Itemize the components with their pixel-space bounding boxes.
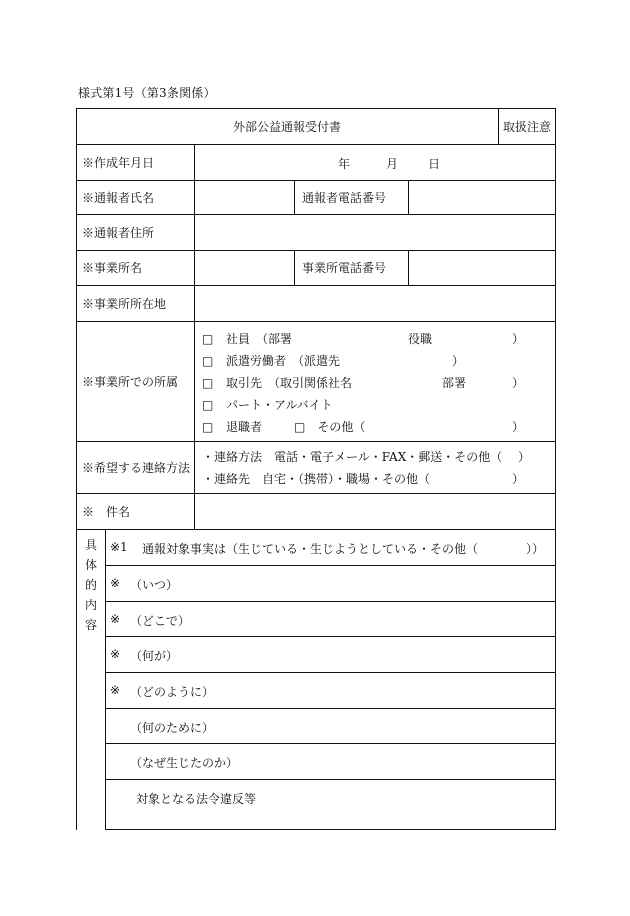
created-date-field[interactable] (194, 144, 556, 180)
contact-method-label: ※希望する連絡方法 (82, 460, 191, 475)
detail-row-what[interactable]: ※ （何が） (110, 647, 179, 663)
subject-field[interactable] (194, 493, 556, 529)
month-label: 月 (386, 157, 399, 171)
office-name-label: ※事業所名 (82, 261, 143, 275)
reporter-address-label: ※通報者住所 (82, 225, 155, 240)
affiliation-option-dispatch[interactable]: □ 派遣労働者 （派遣先 (202, 354, 341, 368)
detail-row-how[interactable]: ※ （どのように） (110, 683, 215, 699)
checkbox-icon[interactable]: □ (202, 332, 214, 346)
detail-row-where[interactable]: ※ （どこで） (110, 612, 191, 628)
office-phone-label: 事業所電話番号 (302, 261, 387, 275)
handling-note: 取扱注意 (502, 119, 551, 134)
office-location-label: ※事業所所在地 (82, 296, 167, 311)
detail-row-why-purpose[interactable]: （何のために） (130, 721, 215, 735)
detail-row-when[interactable]: ※ （いつ） (110, 576, 179, 592)
detail-row-violation[interactable]: 対象となる法令違反等 (136, 792, 257, 806)
office-phone-field[interactable] (408, 250, 556, 285)
checkbox-icon[interactable]: □ (202, 376, 214, 390)
reporter-phone-label: 通報者電話番号 (302, 190, 387, 205)
affiliation-label: ※事業所での所属 (82, 374, 179, 389)
subject-label: ※ 件名 (82, 504, 131, 519)
form-title: 外部公益通報受付書 (232, 119, 341, 134)
contact-method-field[interactable]: ・連絡方法 電話・電子メール・FAX・郵送・その他（ ） ・連絡先 自宅・（携帯）・職場・その他（ ） (202, 450, 531, 486)
report-form-table (76, 108, 556, 830)
reporter-phone-field[interactable] (408, 180, 556, 214)
created-date-label: ※作成年月日 (82, 155, 155, 170)
form-number-label: 様式第1号（第3条関係） (78, 86, 216, 100)
detail-row-why-occurred[interactable]: （なぜ生じたのか） (130, 756, 239, 770)
details-side-label: 具 体 的 内 容 (84, 538, 97, 632)
day-label: 日 (428, 157, 441, 171)
year-label: 年 (338, 157, 351, 171)
office-name-field[interactable] (194, 250, 294, 285)
contact-destination-line: ・連絡先 自宅・（携帯）・職場・その他（ (202, 472, 431, 486)
checkbox-icon[interactable]: □ (202, 354, 214, 368)
affiliation-option-employee[interactable]: □ 社員 （部署 (202, 332, 293, 346)
contact-method-line: ・連絡方法 電話・電子メール・FAX・郵送・その他（ (202, 450, 503, 464)
affiliation-option-partner[interactable]: □ 取引先 （取引関係社名 (202, 376, 353, 390)
detail-row-fact[interactable]: ※1 通報対象事実は（生じている・生じようとしている・その他（ ）） (110, 540, 545, 556)
reporter-name-label: ※通報者氏名 (82, 190, 155, 205)
reporter-address-field[interactable] (194, 214, 556, 250)
checkbox-icon[interactable]: □ (202, 420, 214, 434)
affiliation-option-part-time[interactable]: □ パート・アルバイト (202, 398, 333, 412)
affiliation-options: □ 社員 （部署 役職 ） □ 派遣労働者 （派遣先 ） □ 取引先 （取引関係社名 部署 ） □ パート・アルバイト □ 退職者 □ その他（ ） (202, 332, 525, 434)
reporter-name-field[interactable] (194, 180, 294, 214)
affiliation-option-other[interactable]: □ その他（ (294, 420, 366, 434)
affiliation-option-retired[interactable]: □ 退職者 (202, 420, 263, 434)
checkbox-icon[interactable]: □ (202, 398, 214, 412)
office-location-field[interactable] (194, 285, 556, 321)
